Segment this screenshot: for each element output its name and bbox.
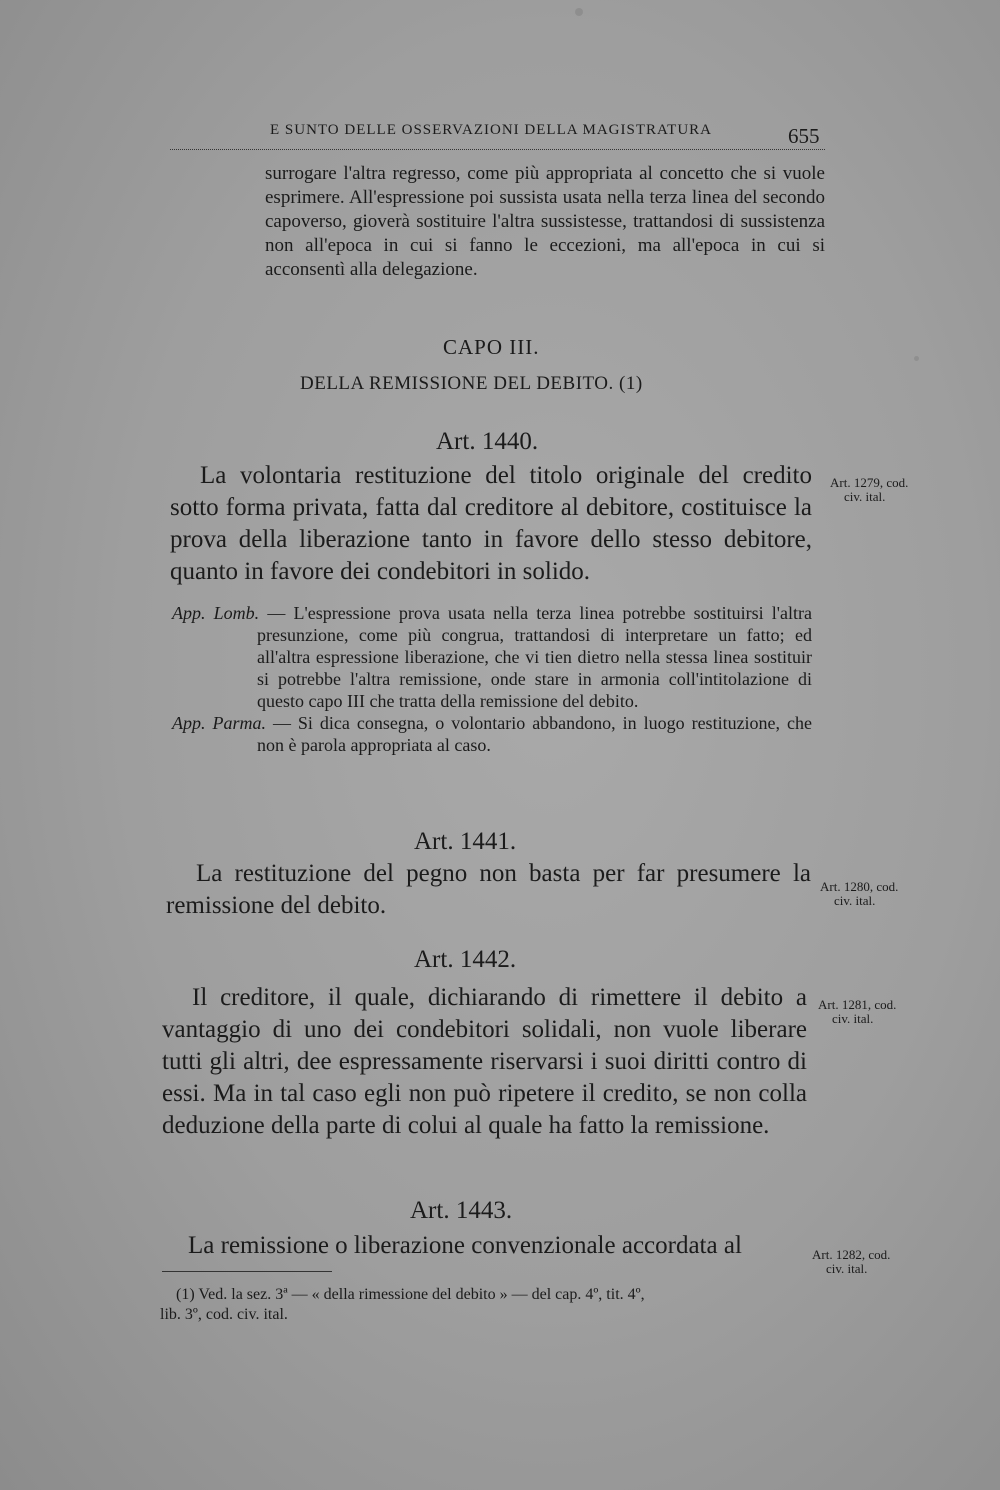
chapter-subtitle: DELLA REMISSIONE DEL DEBITO. (1) xyxy=(300,373,643,394)
article-text: Il creditore, il quale, dichiarando di rimettere il debito a vantaggio di uno dei condebitori solidali, non vuole liberare tutti gli altri, dee espressamente riservarsi i suoi diritti contro di essi. Ma in tal caso egli non può ripetere il credito, se non colla deduzione della parte di colui al quale ha fatto la remissione. xyxy=(162,984,807,1139)
page-number: 655 xyxy=(788,124,820,148)
article-body xyxy=(158,1230,808,1262)
ink-speck xyxy=(914,356,919,361)
article-body xyxy=(162,982,807,1142)
article-heading: Art. 1441. xyxy=(414,828,517,855)
article-text: La restituzione del pegno non basta per far presumere la remissione del debito. xyxy=(166,860,811,919)
chapter-title: CAPO III. xyxy=(443,335,540,359)
footnote-line: lib. 3º, cod. civ. ital. xyxy=(160,1306,288,1323)
footnote-rule xyxy=(162,1271,332,1272)
footnote-line: (1) Ved. la sez. 3ª — « della rimessione del debito » — del cap. 4º, tit. 4º, xyxy=(176,1286,645,1303)
margin-reference xyxy=(818,998,896,1026)
margin-ref-line: civ. ital. xyxy=(844,489,886,504)
ink-speck xyxy=(575,8,583,16)
note-source: App. Lomb. xyxy=(172,603,260,623)
footnote xyxy=(160,1285,800,1325)
margin-ref-line: Art. 1280, cod. xyxy=(820,879,899,894)
margin-reference xyxy=(820,880,898,908)
article-body xyxy=(170,460,812,588)
margin-ref-line: civ. ital. xyxy=(832,1011,874,1026)
commentary-note xyxy=(172,602,812,712)
header-rule xyxy=(170,149,825,150)
margin-reference xyxy=(812,1248,890,1276)
commentary-notes xyxy=(172,602,812,756)
note-source: App. Parma. xyxy=(172,713,266,733)
article-heading: Art. 1442. xyxy=(414,946,517,973)
intro-text: surrogare l'altra regresso, come più appropriata al concetto che si vuole esprimere. All'espressione poi sussista usata nella terza linea del secondo capoverso, gioverà sostituire l'altra sussistesse, trattandosi di sussistenza non all'epoca in cui si fanno le eccezioni, ma all'epoca in cui si acconsentì alla delegazione. xyxy=(265,163,825,280)
margin-ref-line: Art. 1279, cod. xyxy=(830,475,909,490)
article-heading: Art. 1440. xyxy=(436,428,539,455)
article-body xyxy=(166,858,811,922)
intro-paragraph xyxy=(265,162,825,282)
note-text: — Si dica consegna, o volontario abbandono, in luogo restituzione, che non è parola appropriata al caso. xyxy=(257,713,812,755)
margin-reference xyxy=(830,476,908,504)
article-text: La remissione o liberazione convenzionale accordata al xyxy=(188,1232,742,1259)
margin-ref-line: civ. ital. xyxy=(834,893,876,908)
margin-ref-line: Art. 1282, cod. xyxy=(812,1247,891,1262)
article-heading: Art. 1443. xyxy=(410,1197,513,1224)
commentary-note xyxy=(172,712,812,756)
margin-ref-line: Art. 1281, cod. xyxy=(818,997,897,1012)
article-text: La volontaria restituzione del titolo originale del credito sotto forma privata, fatta dal creditore al debitore, costituisce la prova della liberazione tanto in favore dello stesso debitore, quanto in favore dei condebitori in solido. xyxy=(170,462,812,585)
note-text: — L'espressione prova usata nella terza linea potrebbe sostituirsi l'altra presunzione, come più congrua, trattandosi di interpretare un fatto; ed all'altra espressione liberazione, che vi tien dietro nella stessa linea sostituir si potrebbe l'altra remissione, onde stare in armonia coll'intitolazione di questo capo III che tratta della remissione del debito. xyxy=(257,603,812,711)
running-head: E SUNTO DELLE OSSERVAZIONI DELLA MAGISTRATURA xyxy=(270,122,712,138)
margin-ref-line: civ. ital. xyxy=(826,1261,868,1276)
